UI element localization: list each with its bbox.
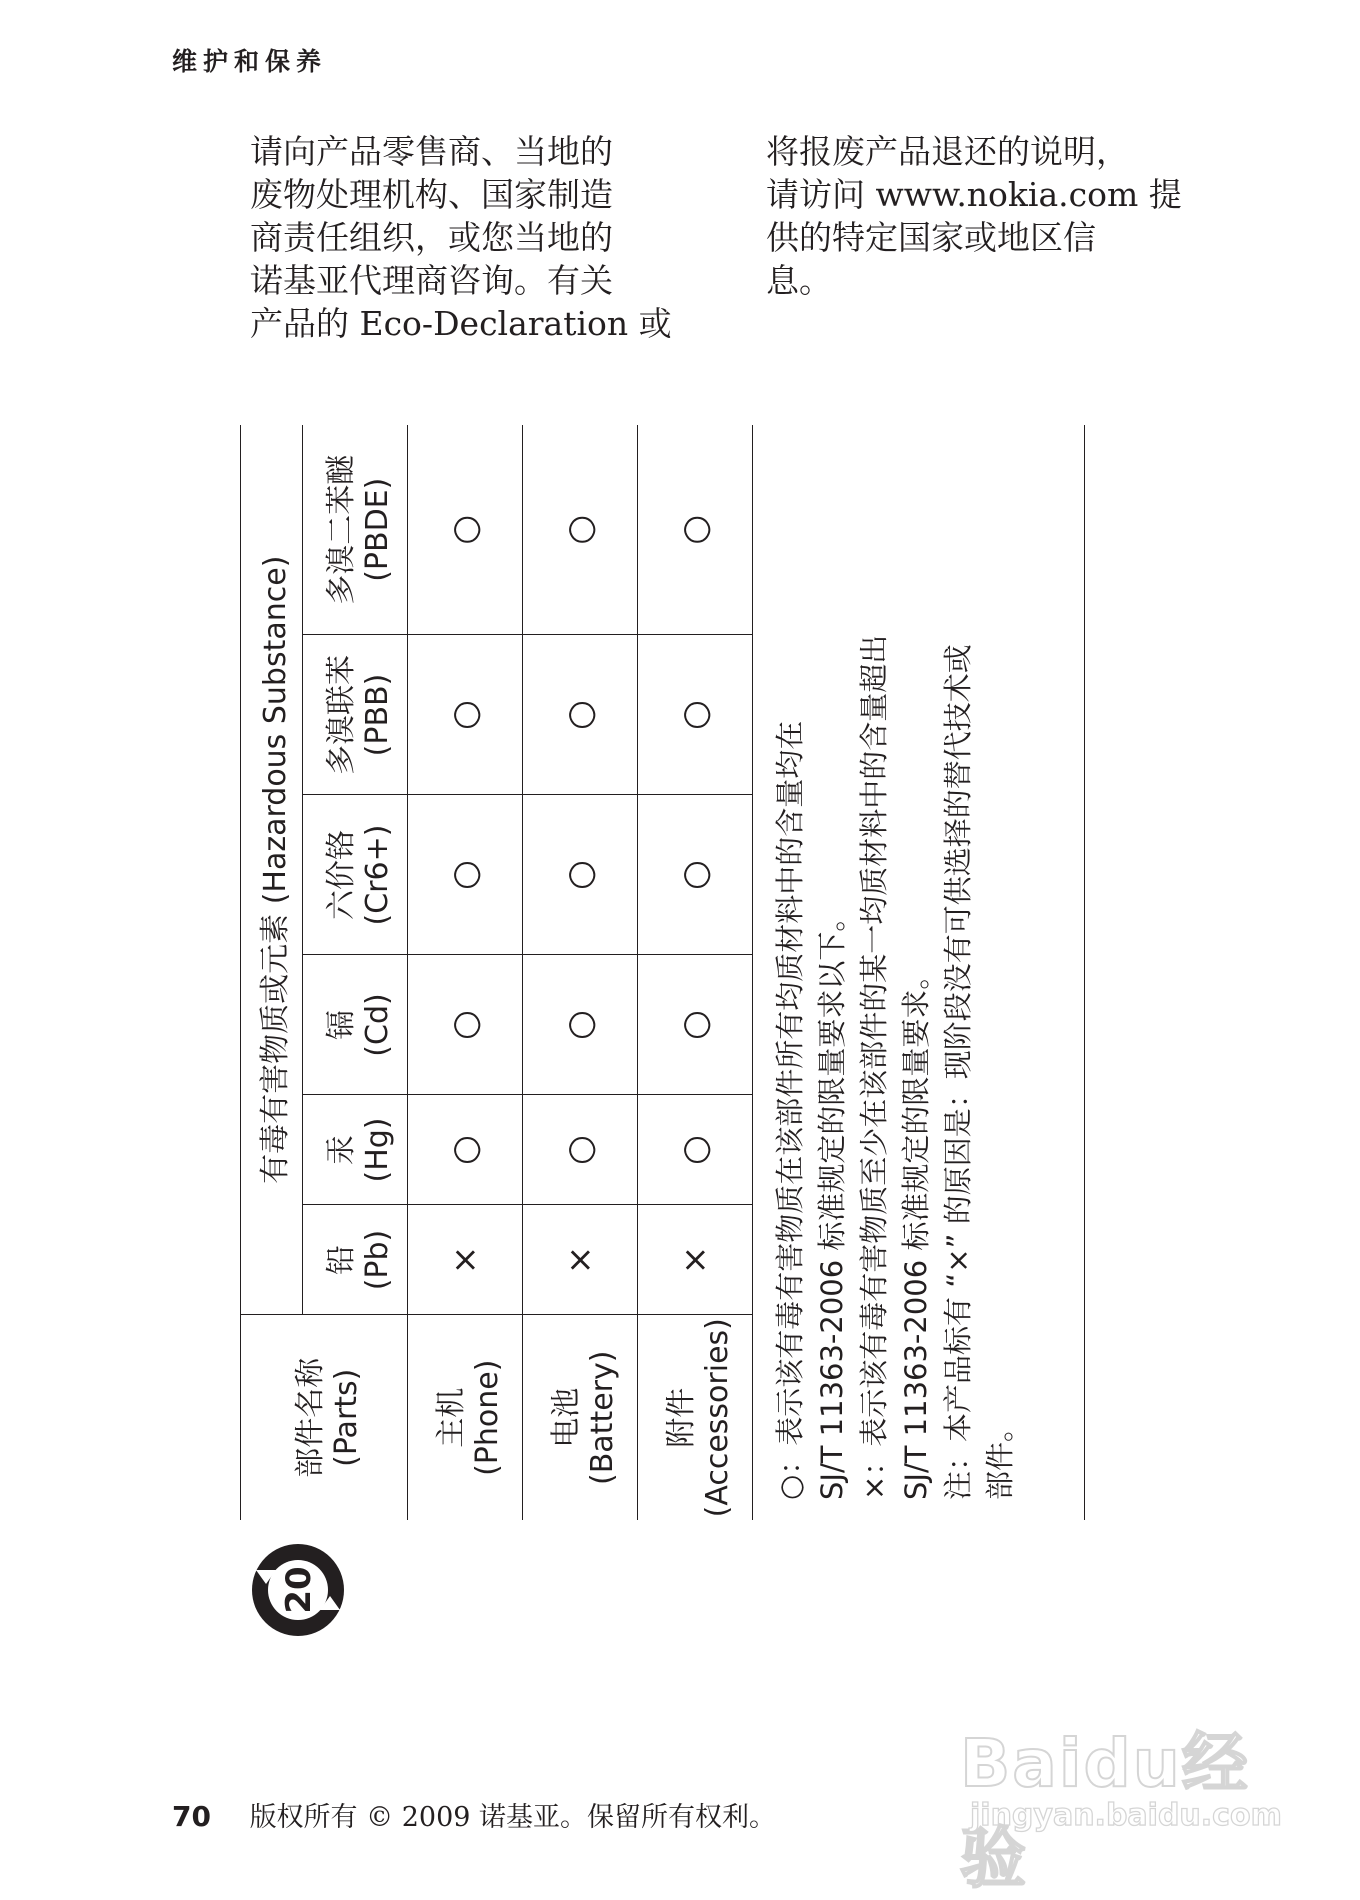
note-line: ×：表示该有毒有害物质至少在该部件的某一均质材料中的含量超出 — [857, 634, 891, 1500]
paragraph-right — [766, 130, 1182, 302]
page-footer — [172, 1795, 776, 1834]
copyright-text: 版权所有 © 2009 诺基亚。保留所有权利。 — [249, 1802, 777, 1833]
substance-cd: 镉 (Cd) — [303, 955, 408, 1095]
substance-pbb: 多溴联苯 (PBB) — [303, 635, 408, 795]
paragraph-left — [250, 130, 672, 345]
recycle-20-logo-icon — [248, 1540, 348, 1640]
notes-row — [753, 425, 1085, 1520]
text-line: 将报废产品退还的说明， — [766, 132, 1129, 171]
text-line: 请访问 www.nokia.com 提 — [766, 175, 1182, 214]
part-phone: 主机 (Phone) — [408, 1315, 523, 1520]
mark-cell: ○ — [523, 1095, 638, 1205]
substance-hg: 汞 (Hg) — [303, 1095, 408, 1205]
mark-cell: ○ — [408, 955, 523, 1095]
mark-cell: × — [408, 1205, 523, 1315]
table-notes — [753, 425, 1085, 1520]
mark-cell: ○ — [523, 795, 638, 955]
mark-cell: ○ — [638, 1095, 753, 1205]
mark-cell: ○ — [523, 955, 638, 1095]
text-line: 请向产品零售商、当地的 — [250, 132, 613, 171]
substance-cr6: 六价铬 (Cr6+) — [303, 795, 408, 955]
table-row — [408, 425, 523, 1520]
substance-header: 有毒有害物质或元素 (Hazardous Substance) — [241, 425, 303, 1315]
note-line: ○：表示该有毒有害物质在该部件所有均质材料中的含量均在 — [773, 720, 807, 1500]
baidu-watermark — [960, 1670, 1290, 1897]
mark-cell: ○ — [523, 635, 638, 795]
watermark-brand: Baidu经验 — [960, 1725, 1250, 1897]
part-battery: 电池 (Battery) — [523, 1315, 638, 1520]
svg-text:20: 20 — [279, 1566, 319, 1614]
text-line: 供的特定国家或地区信 — [766, 218, 1096, 257]
mark-cell: × — [523, 1205, 638, 1315]
text-line: 诺基亚代理商咨询。有关 — [250, 261, 613, 300]
watermark-url: jingyan.baidu.com — [970, 1798, 1282, 1833]
mark-cell: ○ — [638, 425, 753, 635]
mark-cell: ○ — [523, 425, 638, 635]
note-line: SJ/T 11363-2006 标准规定的限量要求。 — [899, 960, 933, 1500]
section-header: 维护和保养 — [172, 47, 328, 76]
mark-cell: ○ — [638, 955, 753, 1095]
text-line: 产品的 Eco-Declaration 或 — [250, 304, 672, 343]
note-line: 注：本产品标有 “×” 的原因是：现阶段没有可供选择的替代技术或 — [941, 644, 975, 1500]
part-accessories: 附件 (Accessories) — [638, 1315, 753, 1520]
parts-header: 部件名称 (Parts) — [241, 1315, 408, 1520]
text-line: 商责任组织，或您当地的 — [250, 218, 613, 257]
mark-cell: ○ — [408, 425, 523, 635]
table-row — [523, 425, 638, 1520]
mark-cell: ○ — [408, 635, 523, 795]
mark-cell: × — [638, 1205, 753, 1315]
note-line: 部件。 — [983, 1412, 1017, 1500]
hazardous-substance-table — [240, 425, 1085, 1520]
substance-pbde: 多溴二苯醚 (PBDE) — [303, 425, 408, 635]
page-number: 70 — [172, 1800, 211, 1833]
mark-cell: ○ — [638, 795, 753, 955]
table-row — [638, 425, 753, 1520]
mark-cell: ○ — [408, 795, 523, 955]
mark-cell: ○ — [638, 635, 753, 795]
text-line: 废物处理机构、国家制造 — [250, 175, 613, 214]
note-line: SJ/T 11363-2006 标准规定的限量要求以下。 — [815, 902, 849, 1500]
text-line: 息。 — [766, 261, 832, 300]
substance-pb: 铅 (Pb) — [303, 1205, 408, 1315]
mark-cell: ○ — [408, 1095, 523, 1205]
